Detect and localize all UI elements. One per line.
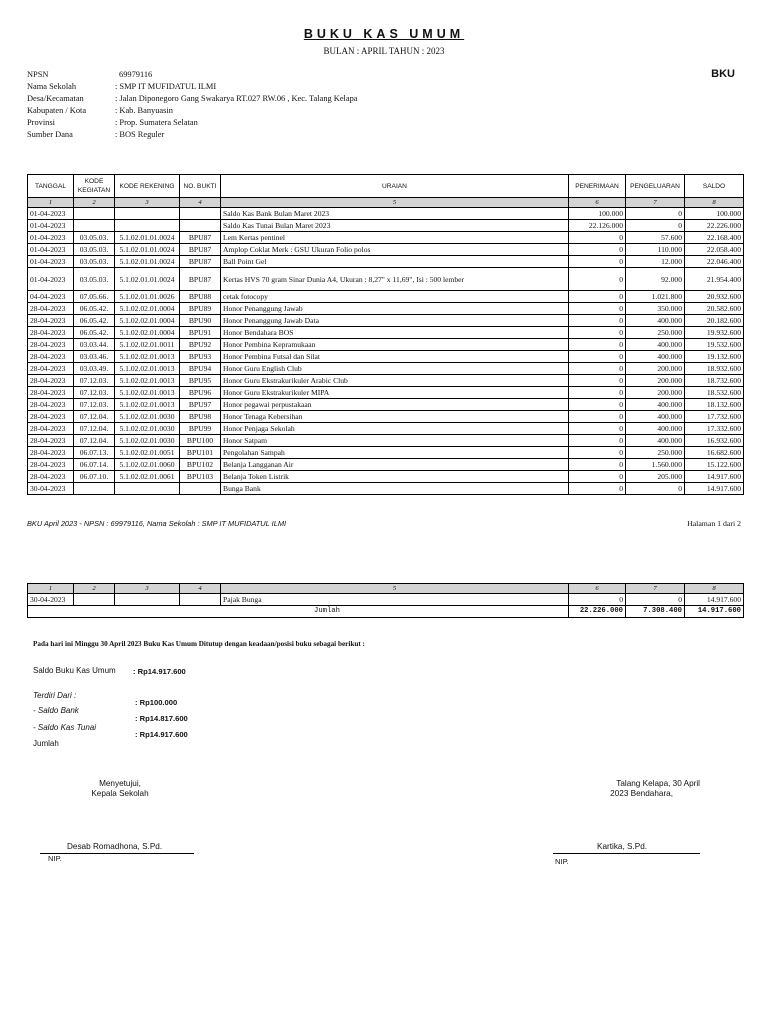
table-cell (115, 594, 180, 606)
table-cell: 5.1.02.01.01.0024 (115, 232, 180, 244)
column-number: 5 (221, 584, 569, 594)
column-number: 4 (180, 584, 221, 594)
table-cell: 28-04-2023 (28, 315, 74, 327)
table-cell: 07.12.03. (74, 375, 115, 387)
table-row (28, 423, 744, 435)
table-cell: 400.000 (626, 351, 685, 363)
table-cell: 20.582.600 (685, 303, 744, 315)
table-cell: Honor Penanggung Jawab (221, 303, 569, 315)
info-value: : BOS Reguler (115, 130, 165, 139)
table-cell: 0 (569, 351, 626, 363)
table-cell: 14.917.600 (685, 471, 744, 483)
table-row (28, 220, 744, 232)
table-cell: Pengolahan Sampah (221, 447, 569, 459)
table-cell: 0 (569, 244, 626, 256)
table-row (28, 483, 744, 495)
table-cell (74, 208, 115, 220)
table-cell: 30-04-2023 (28, 483, 74, 495)
table-cell: Honor Tenaga Kebersihan (221, 411, 569, 423)
info-value: : Kab. Banyuasin (115, 106, 173, 115)
table-row (28, 399, 744, 411)
table-cell: 5.1.02.02.01.0013 (115, 387, 180, 399)
table-cell: 07.12.04. (74, 435, 115, 447)
table-cell: 28-04-2023 (28, 351, 74, 363)
saldo-value: : Rp14.917.600 (133, 667, 186, 676)
info-label: Sumber Dana (27, 130, 73, 139)
info-row (27, 69, 447, 81)
table-cell: 28-04-2023 (28, 375, 74, 387)
page-footer-right: Halaman 1 dari 2 (687, 519, 741, 528)
column-number: 7 (626, 198, 685, 208)
total-label: Jumlah (28, 606, 569, 618)
table-header-row (28, 175, 744, 198)
table-cell: 0 (626, 594, 685, 606)
treasurer-nip: NIP. (555, 857, 569, 866)
table-cell (180, 594, 221, 606)
table-cell: 21.954.400 (685, 268, 744, 291)
saldo-tunai-value: : Rp14.817.600 (135, 714, 188, 723)
table-cell (180, 483, 221, 495)
table-cell: 19.132.600 (685, 351, 744, 363)
table-cell: BPU91 (180, 327, 221, 339)
table-cell: 22.058.400 (685, 244, 744, 256)
table-cell: BPU94 (180, 363, 221, 375)
table-cell: BPU103 (180, 471, 221, 483)
jumlah-value: : Rp14.917.600 (135, 730, 188, 739)
table-row (28, 244, 744, 256)
total-saldo: 14.917.600 (685, 606, 744, 618)
table-cell: 14.917.600 (685, 594, 744, 606)
document-code: BKU (711, 68, 735, 80)
table-cell: 5.1.02.02.01.0060 (115, 459, 180, 471)
table-row (28, 594, 744, 606)
table-cell: 5.1.02.02.01.0013 (115, 399, 180, 411)
table-cell: Belanja Token Listrik (221, 471, 569, 483)
table-cell: 0 (569, 268, 626, 291)
document-subtitle: BULAN : APRIL TAHUN : 2023 (323, 46, 445, 56)
total-row (28, 606, 744, 618)
table-row (28, 291, 744, 303)
table-cell: BPU87 (180, 232, 221, 244)
table-cell: BPU98 (180, 411, 221, 423)
table-cell (115, 483, 180, 495)
table-row (28, 327, 744, 339)
table-cell: 0 (569, 447, 626, 459)
info-label: NPSN (27, 70, 49, 79)
table-row (28, 256, 744, 268)
table-cell: 0 (569, 399, 626, 411)
table-cell: 0 (626, 208, 685, 220)
info-row (27, 117, 447, 129)
table-cell: 0 (626, 483, 685, 495)
table-cell: 28-04-2023 (28, 435, 74, 447)
column-header: SALDO (685, 175, 744, 198)
table-cell: 06.07.13. (74, 447, 115, 459)
treasurer-title: 2023 Bendahara, (610, 789, 673, 798)
closing-statement: Pada hari ini Minggu 30 April 2023 Buku Kas Umum Ditutup dengan keadaan/posisi buku sebagai berikut : (33, 640, 365, 648)
table-cell: 200.000 (626, 375, 685, 387)
table-cell: 07.12.03. (74, 399, 115, 411)
table-cell (74, 220, 115, 232)
table-row (28, 459, 744, 471)
table-cell: 0 (626, 220, 685, 232)
table-cell: 350.000 (626, 303, 685, 315)
info-row (27, 129, 447, 141)
table-cell: 03.05.03. (74, 268, 115, 291)
table-row (28, 447, 744, 459)
table-cell: 28-04-2023 (28, 363, 74, 375)
table-cell: BPU95 (180, 375, 221, 387)
info-value: 69979116 (119, 70, 153, 79)
table-cell: 0 (569, 256, 626, 268)
document-title: BUKU KAS UMUM (303, 27, 465, 41)
table-cell: 5.1.02.02.01.0013 (115, 375, 180, 387)
column-header: KODE KEGIATAN (74, 175, 115, 198)
table-cell: 17.732.600 (685, 411, 744, 423)
table-cell: Belanja Langganan Air (221, 459, 569, 471)
table-row (28, 411, 744, 423)
table-cell: 1.021.800 (626, 291, 685, 303)
table-cell: 5.1.02.02.01.0004 (115, 303, 180, 315)
table-row (28, 351, 744, 363)
table-cell: 0 (569, 471, 626, 483)
table-cell: 18.532.600 (685, 387, 744, 399)
table-row (28, 232, 744, 244)
table-row (28, 471, 744, 483)
table-cell: 400.000 (626, 399, 685, 411)
column-number: 8 (685, 198, 744, 208)
table-cell: 20.932.600 (685, 291, 744, 303)
table-cell: 28-04-2023 (28, 459, 74, 471)
info-label: Desa/Kecamatan (27, 94, 84, 103)
column-header: KODE REKENING (115, 175, 180, 198)
column-number: 3 (115, 198, 180, 208)
table-cell: 19.932.600 (685, 327, 744, 339)
column-number: 1 (28, 584, 74, 594)
table-row (28, 375, 744, 387)
table-cell: 0 (569, 303, 626, 315)
table-cell: 0 (569, 411, 626, 423)
table-cell: cetak fotocopy (221, 291, 569, 303)
treasurer-name: Kartika, S.Pd. (597, 842, 648, 851)
table-cell: BPU96 (180, 387, 221, 399)
column-number: 4 (180, 198, 221, 208)
table-cell: 22.126.000 (569, 220, 626, 232)
table-cell: Kertas HVS 70 gram Sinar Dunia A4, Ukuran : 8,27" x 11,69", Isi : 500 lember (221, 268, 569, 291)
table-cell: 5.1.02.02.01.0004 (115, 327, 180, 339)
table-cell: BPU99 (180, 423, 221, 435)
table-cell: BPU87 (180, 268, 221, 291)
info-label: Provinsi (27, 118, 55, 127)
principal-signature-line (40, 853, 194, 854)
table-cell: 14.917.600 (685, 483, 744, 495)
table-cell (74, 483, 115, 495)
table-cell: Honor Pembina Futsal dan Silat (221, 351, 569, 363)
table-row (28, 339, 744, 351)
table-cell: Honor Penanggung Jawab Data (221, 315, 569, 327)
table-cell: 100.000 (569, 208, 626, 220)
table-cell: 28-04-2023 (28, 399, 74, 411)
table-cell: 28-04-2023 (28, 327, 74, 339)
table-cell: 01-04-2023 (28, 268, 74, 291)
table-cell: 16.682.600 (685, 447, 744, 459)
table-cell: 5.1.02.02.01.0030 (115, 411, 180, 423)
total-pengeluaran: 7.308.400 (626, 606, 685, 618)
table-cell: 5.1.02.01.01.0024 (115, 268, 180, 291)
table-cell: 205.000 (626, 471, 685, 483)
table-cell: 28-04-2023 (28, 471, 74, 483)
info-value: : SMP IT MUFIDATUL ILMI (115, 82, 217, 91)
info-label: Nama Sekolah (27, 82, 77, 91)
table-cell: 01-04-2023 (28, 244, 74, 256)
table-cell: 03.05.03. (74, 256, 115, 268)
table-cell: Saldo Kas Tunai Bulan Maret 2023 (221, 220, 569, 232)
table-cell: 250.000 (626, 327, 685, 339)
table-row (28, 208, 744, 220)
table-cell: 57.600 (626, 232, 685, 244)
table-cell: 01-04-2023 (28, 220, 74, 232)
table-cell: BPU87 (180, 244, 221, 256)
table-cell: Ball Point Gel (221, 256, 569, 268)
table-cell: Honor Guru English Club (221, 363, 569, 375)
table-cell: 06.05.42. (74, 303, 115, 315)
table-cell: 400.000 (626, 423, 685, 435)
table-cell: 28-04-2023 (28, 447, 74, 459)
table-cell: 5.1.02.01.01.0024 (115, 244, 180, 256)
table-cell: 0 (569, 483, 626, 495)
column-number: 5 (221, 198, 569, 208)
table-cell: 110.000 (626, 244, 685, 256)
table-cell: 06.05.42. (74, 327, 115, 339)
table-cell: Honor Satpam (221, 435, 569, 447)
table-cell: BPU90 (180, 315, 221, 327)
table-cell: 0 (569, 339, 626, 351)
table-cell: 01-04-2023 (28, 256, 74, 268)
approval-label: Menyetujui, (99, 779, 141, 788)
table-cell: 03.05.03. (74, 244, 115, 256)
saldo-bank-value: : Rp100.000 (135, 698, 178, 707)
table-row (28, 268, 744, 291)
table-cell: 07.12.04. (74, 423, 115, 435)
table-row (28, 435, 744, 447)
table-cell: 0 (569, 315, 626, 327)
principal-name: Desab Romadhona, S.Pd. (67, 842, 163, 851)
table-row (28, 363, 744, 375)
school-info (27, 69, 447, 141)
table-cell: 100.000 (685, 208, 744, 220)
table-cell: BPU101 (180, 447, 221, 459)
table-cell: 0 (569, 375, 626, 387)
table-cell: 400.000 (626, 339, 685, 351)
table-cell: 01-04-2023 (28, 208, 74, 220)
principal-title: Kepala Sekolah (91, 789, 149, 798)
table-cell: 0 (569, 327, 626, 339)
table-cell: 03.05.03. (74, 232, 115, 244)
table-cell: 06.07.14. (74, 459, 115, 471)
table-cell: Honor Pembina Kepramukaan (221, 339, 569, 351)
table-cell: 28-04-2023 (28, 339, 74, 351)
table-cell: 0 (569, 423, 626, 435)
table-cell: Honor Penjaga Sekolah (221, 423, 569, 435)
column-number: 3 (115, 584, 180, 594)
table-cell: 400.000 (626, 411, 685, 423)
table-cell: 400.000 (626, 435, 685, 447)
table-cell: Bunga Bank (221, 483, 569, 495)
table-cell (74, 594, 115, 606)
saldo-bank-label: - Saldo Bank (33, 706, 79, 715)
column-number: 7 (626, 584, 685, 594)
saldo-tunai-label: - Saldo Kas Tunai (33, 723, 96, 732)
table-cell: 07.12.03. (74, 387, 115, 399)
table-cell: BPU92 (180, 339, 221, 351)
table-cell: 03.03.44. (74, 339, 115, 351)
info-value: : Jalan Diponegoro Gang Swakarya RT.027 RW.06 , Kec. Talang Kelapa (115, 94, 358, 103)
terdiri-label: Terdiri Dari : (33, 691, 77, 700)
table-cell: 20.182.600 (685, 315, 744, 327)
table-cell: 15.122.600 (685, 459, 744, 471)
table-cell: 18.732.600 (685, 375, 744, 387)
table-cell: 5.1.02.02.01.0030 (115, 423, 180, 435)
table-cell: 04-04-2023 (28, 291, 74, 303)
column-header: NO. BUKTI (180, 175, 221, 198)
treasurer-signature-line (553, 853, 700, 854)
table-cell: 01-04-2023 (28, 232, 74, 244)
table-cell: BPU89 (180, 303, 221, 315)
place-date: Talang Kelapa, 30 April (616, 779, 700, 788)
table-cell: 06.05.42. (74, 315, 115, 327)
table-cell: 18.132.600 (685, 399, 744, 411)
table-cell: BPU97 (180, 399, 221, 411)
table-cell: 18.932.600 (685, 363, 744, 375)
table-cell: 0 (569, 459, 626, 471)
column-number-row (28, 584, 744, 594)
info-label: Kabupaten / Kota (27, 106, 87, 115)
table-cell: 0 (569, 232, 626, 244)
table-cell: 22.168.400 (685, 232, 744, 244)
table-cell: 07.12.04. (74, 411, 115, 423)
table-cell: 03.03.49. (74, 363, 115, 375)
table-cell: BPU87 (180, 256, 221, 268)
total-penerimaan: 22.226.000 (569, 606, 626, 618)
table-cell: 0 (569, 363, 626, 375)
table-cell: 400.000 (626, 315, 685, 327)
table-cell: 0 (569, 387, 626, 399)
column-number: 6 (569, 584, 626, 594)
table-cell: 06.07.10. (74, 471, 115, 483)
table-cell: Amplop Coklat Merk : GSU Ukuran Folio polos (221, 244, 569, 256)
table-cell: 92.000 (626, 268, 685, 291)
column-header: PENERIMAAN (569, 175, 626, 198)
table-cell: Honor pegawai perpustakaan (221, 399, 569, 411)
table-row (28, 303, 744, 315)
column-header: TANGGAL (28, 175, 74, 198)
saldo-label: Saldo Buku Kas Umum (33, 666, 116, 675)
table-cell: BPU93 (180, 351, 221, 363)
table-cell: 5.1.02.02.01.0013 (115, 363, 180, 375)
table-cell: 30-04-2023 (28, 594, 74, 606)
table-cell: 17.332.600 (685, 423, 744, 435)
info-row (27, 81, 447, 93)
table-cell: Saldo Kas Bank Bulan Maret 2023 (221, 208, 569, 220)
table-cell: Pajak Bunga (221, 594, 569, 606)
info-row (27, 105, 447, 117)
table-cell: 200.000 (626, 387, 685, 399)
table-cell: 28-04-2023 (28, 423, 74, 435)
table-row (28, 387, 744, 399)
table-cell: Honor Guru Ekstrakurikuler MIPA (221, 387, 569, 399)
table-cell (180, 208, 221, 220)
table-cell: 200.000 (626, 363, 685, 375)
table-cell: 0 (569, 594, 626, 606)
table-cell: Lem Kertas pentinel (221, 232, 569, 244)
table-cell: 5.1.02.02.01.0013 (115, 351, 180, 363)
info-value: : Prop. Sumatera Selatan (115, 118, 198, 127)
ledger-table (27, 174, 744, 495)
table-cell (115, 208, 180, 220)
table-cell: 250.000 (626, 447, 685, 459)
column-header: URAIAN (221, 175, 569, 198)
jumlah-label: Jumlah (33, 739, 59, 748)
table-cell: BPU100 (180, 435, 221, 447)
table-cell: 12.000 (626, 256, 685, 268)
table-cell: 0 (569, 291, 626, 303)
ledger-table-page-2 (27, 583, 744, 618)
table-cell: 28-04-2023 (28, 387, 74, 399)
table-cell: Honor Guru Ekstrakurikuler Arabic Club (221, 375, 569, 387)
column-number-row (28, 198, 744, 208)
table-cell: 5.1.02.01.01.0026 (115, 291, 180, 303)
column-number: 2 (74, 584, 115, 594)
table-row (28, 315, 744, 327)
principal-nip: NIP. (48, 854, 62, 863)
table-cell: 5.1.02.02.01.0011 (115, 339, 180, 351)
table-cell: 16.932.600 (685, 435, 744, 447)
table-cell: 1.560.000 (626, 459, 685, 471)
table-cell (180, 220, 221, 232)
table-cell: 5.1.02.02.01.0030 (115, 435, 180, 447)
table-cell: BPU88 (180, 291, 221, 303)
column-header: PENGELUARAN (626, 175, 685, 198)
table-cell: 0 (569, 435, 626, 447)
table-cell: 5.1.02.01.01.0024 (115, 256, 180, 268)
column-number: 8 (685, 584, 744, 594)
table-cell: 28-04-2023 (28, 303, 74, 315)
table-cell: 22.226.000 (685, 220, 744, 232)
table-cell (115, 220, 180, 232)
column-number: 6 (569, 198, 626, 208)
table-cell: 5.1.02.02.01.0004 (115, 315, 180, 327)
table-cell: 22.046.400 (685, 256, 744, 268)
table-cell: 5.1.02.02.01.0051 (115, 447, 180, 459)
table-cell: 19.532.600 (685, 339, 744, 351)
page-footer-left: BKU April 2023 - NPSN : 69979116, Nama Sekolah : SMP IT MUFIDATUL ILMI (27, 519, 287, 528)
column-number: 1 (28, 198, 74, 208)
table-cell: Honor Bendahara BOS (221, 327, 569, 339)
table-cell: 28-04-2023 (28, 411, 74, 423)
table-cell: 03.03.46. (74, 351, 115, 363)
table-cell: 07.05.66. (74, 291, 115, 303)
column-number: 2 (74, 198, 115, 208)
table-cell: BPU102 (180, 459, 221, 471)
info-row (27, 93, 447, 105)
table-cell: 5.1.02.02.01.0061 (115, 471, 180, 483)
